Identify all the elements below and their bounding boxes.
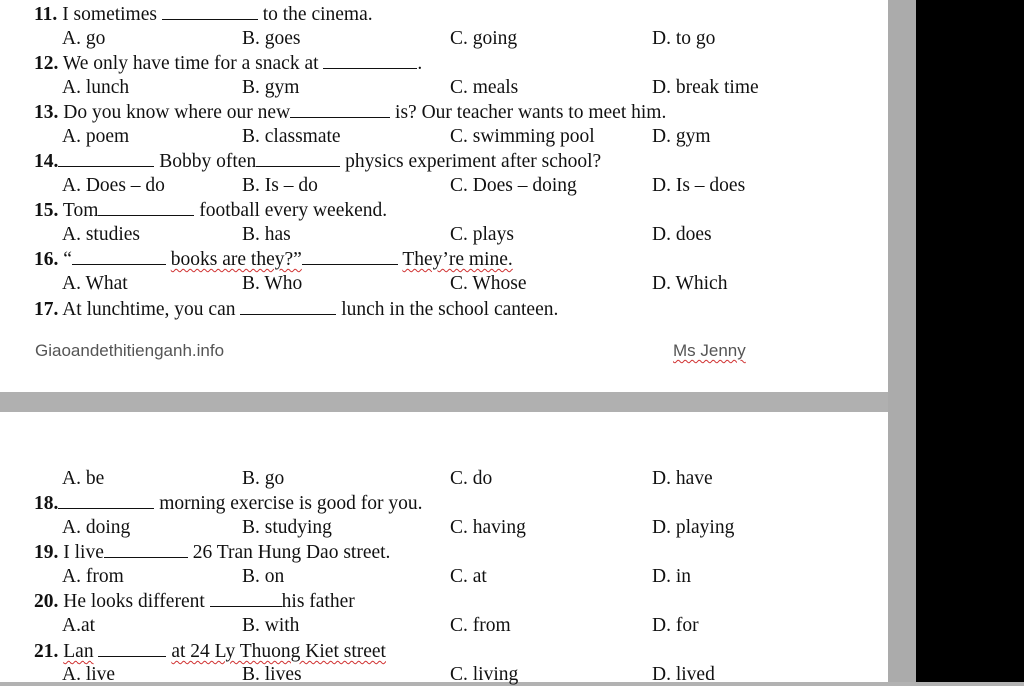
option-d: D. does — [652, 224, 712, 245]
option-a: A. Does – do — [62, 175, 165, 196]
option-b: B. studying — [242, 517, 332, 538]
option-c: C. Whose — [450, 273, 527, 294]
option-d: D. lived — [652, 664, 715, 685]
option-a: A. live — [62, 664, 116, 685]
answer-blank — [104, 541, 188, 558]
question-14: 14. Bobby often physics experiment after school? — [34, 151, 602, 172]
answer-blank — [256, 150, 340, 167]
option-b: B. classmate — [242, 126, 341, 147]
option-a: A. be — [62, 468, 105, 489]
question-20: 20. He looks different his father — [34, 591, 355, 612]
option-a: A. doing — [62, 517, 131, 538]
answer-blank — [240, 298, 336, 315]
option-b: B. has — [242, 224, 291, 245]
answer-blank — [290, 101, 390, 118]
option-d: D. to go — [652, 28, 716, 49]
footer-author: Ms Jenny — [673, 341, 746, 360]
option-b: B. lives — [242, 664, 302, 685]
question-13: 13. Do you know where our new is? Our teacher wants to meet him. — [34, 102, 667, 123]
footer-website: Giaoandethitienganh.info — [35, 341, 225, 360]
option-b: B. gym — [242, 77, 300, 98]
question-17: 17. At lunchtime, you can lunch in the school canteen. — [34, 299, 559, 320]
question-18: 18. morning exercise is good for you. — [34, 493, 423, 514]
answer-blank — [72, 248, 166, 265]
option-a: A.at — [62, 615, 96, 636]
option-c: C. from — [450, 615, 511, 636]
option-a: A. lunch — [62, 77, 130, 98]
option-c: C. at — [450, 566, 487, 587]
option-a: A. poem — [62, 126, 130, 147]
answer-blank — [58, 492, 154, 509]
option-c: C. having — [450, 517, 526, 538]
option-b: B. Who — [242, 273, 303, 294]
answer-blank — [98, 199, 194, 216]
option-c: C. meals — [450, 77, 519, 98]
option-d: D. Is – does — [652, 175, 746, 196]
option-a: A. studies — [62, 224, 140, 245]
option-a: A. go — [62, 28, 106, 49]
option-d: D. for — [652, 615, 699, 636]
option-d: D. break time — [652, 77, 759, 98]
page-gap — [0, 392, 888, 412]
option-d: D. playing — [652, 517, 735, 538]
option-a: A. What — [62, 273, 128, 294]
option-c: C. living — [450, 664, 519, 685]
question-16: 16. “ books are they?” They’re mine. — [34, 249, 513, 270]
viewer-side-margin — [888, 0, 916, 682]
option-b: B. goes — [242, 28, 301, 49]
screen-black-border — [916, 0, 1024, 682]
document-page-1 — [0, 0, 888, 392]
question-15: 15. Tom football every weekend. — [34, 200, 388, 221]
question-12: 12. We only have time for a snack at . — [34, 53, 423, 74]
option-b: B. with — [242, 615, 300, 636]
option-c: C. going — [450, 28, 518, 49]
option-b: B. Is – do — [242, 175, 318, 196]
answer-blank — [323, 52, 417, 69]
option-b: B. go — [242, 468, 285, 489]
option-d: D. gym — [652, 126, 711, 147]
option-c: C. Does – doing — [450, 175, 577, 196]
option-d: D. have — [652, 468, 713, 489]
option-a: A. from — [62, 566, 124, 587]
document-page-2 — [0, 412, 888, 685]
option-c: C. do — [450, 468, 493, 489]
question-19: 19. I live 26 Tran Hung Dao street. — [34, 542, 391, 563]
option-d: D. Which — [652, 273, 728, 294]
question-11: 11. I sometimes to the cinema. — [34, 4, 373, 25]
option-c: C. swimming pool — [450, 126, 595, 147]
option-c: C. plays — [450, 224, 514, 245]
answer-blank — [98, 640, 166, 657]
answer-blank — [210, 590, 282, 607]
answer-blank — [162, 3, 258, 20]
option-b: B. on — [242, 566, 285, 587]
question-21: 21. Lan at 24 Ly Thuong Kiet street — [34, 641, 386, 662]
answer-blank — [302, 248, 398, 265]
answer-blank — [58, 150, 154, 167]
option-d: D. in — [652, 566, 691, 587]
